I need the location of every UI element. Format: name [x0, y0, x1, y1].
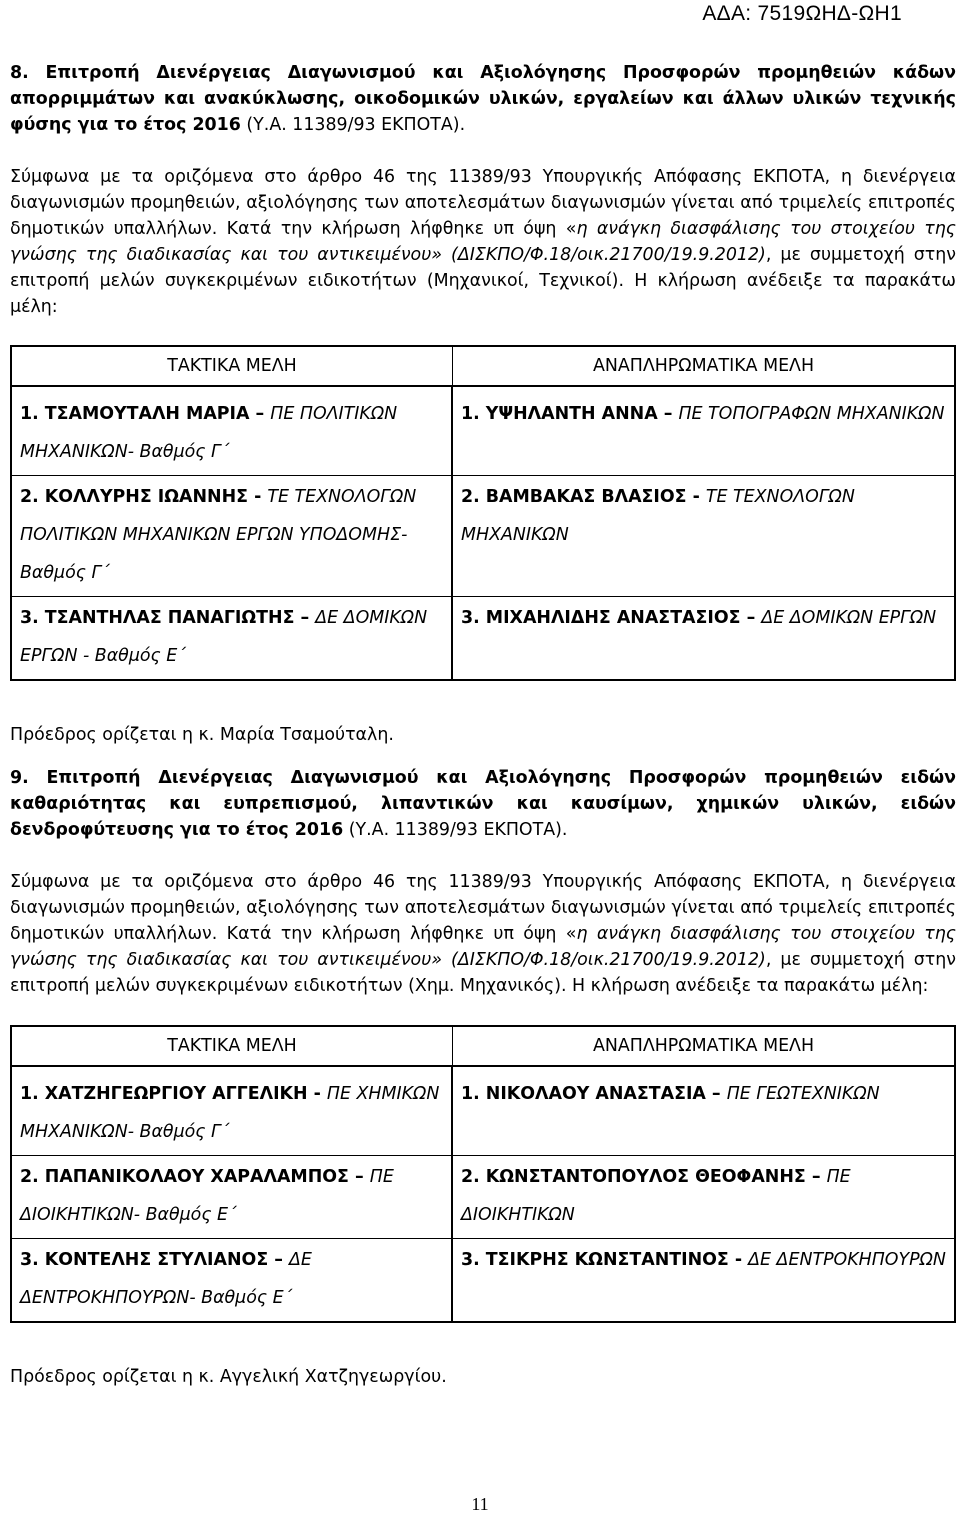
paragraph-text-end: , με συμμετοχή στην επιτροπή μελών συγκεκριμένων ειδικοτήτων (Χημ. Μηχανικός). Η κλήρωση ανέδειξε τα παρακάτω μέλη: [10, 950, 956, 996]
member-specialty: ΠΕ ΧΗΜΙΚΩΝ ΜΗΧΑΝΙΚΩΝ- Βαθμός Γ΄ [20, 1084, 440, 1142]
paragraph-quote: η ανάγκη διασφάλισης του στοιχείου της γνώσης της διαδικασίας και του αντικειμένου» (ΔΙΣΚΠΟ/Φ.18/οικ.21700/19.9.2012) [10, 219, 956, 265]
section-paragraph [10, 869, 956, 999]
member-cell [452, 476, 956, 597]
member-cell [452, 1156, 956, 1239]
member-cell [452, 1239, 956, 1323]
member-name: 1. ΧΑΤΖΗΓΕΩΡΓΙΟΥ ΑΓΓΕΛΙΚΗ - [20, 1084, 327, 1104]
chair-statement: Πρόεδρος ορίζεται η κ. Μαρία Τσαμούταλη. [10, 725, 394, 745]
section-heading-bold: 8. Επιτροπή Διενέργειας Διαγωνισμού και Αξιολόγησης Προσφορών προμηθειών κάδων απορριμμάτων και ανακύκλωσης, οικοδομικών υλικών, εργαλείων και άλλων υλικών τεχνικής φύσης για το έτος 2016 [10, 63, 956, 135]
member-name: 1. ΤΣΑΜΟΥΤΑΛΗ ΜΑΡΙΑ – [20, 404, 271, 424]
header-substitute-members: ΑΝΑΠΛΗΡΩΜΑΤΙΚΑ ΜΕΛΗ [452, 345, 956, 387]
section-heading [10, 60, 956, 138]
member-name: 2. ΚΩΝΣΤΑΝΤΟΠΟΥΛΟΣ ΘΕΟΦΑΝΗΣ – [461, 1167, 827, 1187]
member-name: 3. ΚΟΝΤΕΛΗΣ ΣΤΥΛΙΑΝΟΣ – [20, 1250, 290, 1270]
section-heading [10, 765, 956, 843]
member-name: 2. ΠΑΠΑΝΙΚΟΛΑΟΥ ΧΑΡΑΛΑΜΠΟΣ – [20, 1167, 370, 1187]
member-specialty: ΠΕ ΤΟΠΟΓΡΑΦΩΝ ΜΗΧΑΝΙΚΩΝ [678, 404, 945, 424]
member-specialty: ΔΕ ΔΟΜΙΚΩΝ ΕΡΓΩΝ [761, 608, 937, 628]
member-specialty: ΤΕ ΤΕΧΝΟΛΟΓΩΝ ΠΟΛΙΤΙΚΩΝ ΜΗΧΑΝΙΚΩΝ ΕΡΓΩΝ ΥΠΟΔΟΜΗΣ- Βαθμός Γ΄ [20, 487, 417, 583]
members-table [10, 345, 956, 681]
member-specialty: ΔΕ ΔΕΝΤΡΟΚΗΠΟΥΡΩΝ- Βαθμός Ε΄ [20, 1250, 312, 1308]
member-name: 3. ΤΣΙΚΡΗΣ ΚΩΝΣΤΑΝΤΙΝΟΣ - [461, 1250, 749, 1270]
member-cell [10, 476, 452, 597]
page-number: 11 [471, 1494, 489, 1514]
section-9 [10, 765, 956, 1387]
member-cell [10, 597, 452, 681]
member-name: 3. ΤΣΑΝΤΗΛΑΣ ΠΑΝΑΓΙΩΤΗΣ – [20, 608, 316, 628]
paragraph-text: Σύμφωνα με τα οριζόμενα στο άρθρο 46 της 11389/93 Υπουργικής Απόφασης ΕΚΠΟΤΑ, η διενέργεια διαγωνισμών προμηθειών, αξιολόγησης των αποτελεσμάτων διαγωνισμών γίνεται από τριμελείς επιτροπές δημοτικών υπαλλήλων. Κατά την κλήρωση λήφθηκε υπ όψη « [10, 167, 956, 239]
section-heading-ref: (Υ.Α. 11389/93 ΕΚΠΟΤΑ). [343, 820, 568, 840]
ada-code: ΑΔΑ: 7519ΩΗΔ-ΩΗ1 [702, 2, 902, 25]
header-regular-members: ΤΑΚΤΙΚΑ ΜΕΛΗ [10, 345, 452, 387]
section-heading-ref: (Υ.Α. 11389/93 ΕΚΠΟΤΑ). [240, 115, 466, 135]
paragraph-text-end: , με συμμετοχή στην επιτροπή μελών συγκεκριμένων ειδικοτήτων (Μηχανικοί, Τεχνικοί). Η κλήρωση ανέδειξε τα παρακάτω μέλη: [10, 245, 956, 317]
paragraph-text: Σύμφωνα με τα οριζόμενα στο άρθρο 46 της 11389/93 Υπουργικής Απόφασης ΕΚΠΟΤΑ, η διενέργεια διαγωνισμών προμηθειών, αξιολόγησης των αποτελεσμάτων διαγωνισμών γίνεται από τριμελείς επιτροπές δημοτικών υπαλλήλων. Κατά την κλήρωση λήφθηκε υπ όψη « [10, 872, 956, 944]
members-table [10, 1025, 956, 1323]
member-cell [452, 597, 956, 681]
chair-statement: Πρόεδρος ορίζεται η κ. Αγγελική Χατζηγεωργίου. [10, 1367, 447, 1387]
member-name: 1. ΝΙΚΟΛΑΟΥ ΑΝΑΣΤΑΣΙΑ – [461, 1084, 727, 1104]
member-cell [10, 393, 452, 476]
member-name: 2. ΚΟΛΛΥΡΗΣ ΙΩΑΝΝΗΣ - [20, 487, 268, 507]
member-name: 3. ΜΙΧΑΗΛΙΔΗΣ ΑΝΑΣΤΑΣΙΟΣ – [461, 608, 762, 628]
paragraph-quote: η ανάγκη διασφάλισης του στοιχείου της γνώσης της διαδικασίας και του αντικειμένου» (ΔΙΣΚΠΟ/Φ.18/οικ.21700/19.9.2012) [10, 924, 956, 970]
member-name: 2. ΒΑΜΒΑΚΑΣ ΒΛΑΣΙΟΣ - [461, 487, 706, 507]
member-name: 1. ΥΨΗΛΑΝΤΗ ΑΝΝΑ – [461, 404, 679, 424]
section-heading-bold: 9. Επιτροπή Διενέργειας Διαγωνισμού και Αξιολόγησης Προσφορών προμηθειών ειδών καθαριότητας και ευπρεπισμού, λιπαντικών και καυσίμων, χημικών υλικών, ειδών δενδροφύτευσης για το έτος 2016 [10, 768, 956, 840]
member-specialty: ΠΕ ΠΟΛΙΤΙΚΩΝ ΜΗΧΑΝΙΚΩΝ- Βαθμός Γ΄ [20, 404, 398, 462]
member-specialty: ΔΕ ΔΕΝΤΡΟΚΗΠΟΥΡΩΝ [748, 1250, 946, 1270]
member-cell [10, 1073, 452, 1156]
member-cell [10, 1239, 452, 1323]
header-substitute-members: ΑΝΑΠΛΗΡΩΜΑΤΙΚΑ ΜΕΛΗ [452, 1025, 956, 1067]
document-body [10, 60, 956, 1387]
header-regular-members: ΤΑΚΤΙΚΑ ΜΕΛΗ [10, 1025, 452, 1067]
member-cell [452, 393, 956, 476]
member-specialty: ΠΕ ΔΙΟΙΚΗΤΙΚΩΝ- Βαθμός Ε΄ [20, 1167, 394, 1225]
member-specialty: ΠΕ ΓΕΩΤΕΧΝΙΚΩΝ [726, 1084, 880, 1104]
section-8 [10, 60, 956, 745]
member-cell [452, 1073, 956, 1156]
member-specialty: ΔΕ ΔΟΜΙΚΩΝ ΕΡΓΩΝ - Βαθμός Ε΄ [20, 608, 428, 666]
member-cell [10, 1156, 452, 1239]
member-specialty: ΤΕ ΤΕΧΝΟΛΟΓΩΝ ΜΗΧΑΝΙΚΩΝ [461, 487, 855, 545]
member-specialty: ΠΕ ΔΙΟΙΚΗΤΙΚΩΝ [461, 1167, 851, 1225]
section-paragraph [10, 164, 956, 320]
